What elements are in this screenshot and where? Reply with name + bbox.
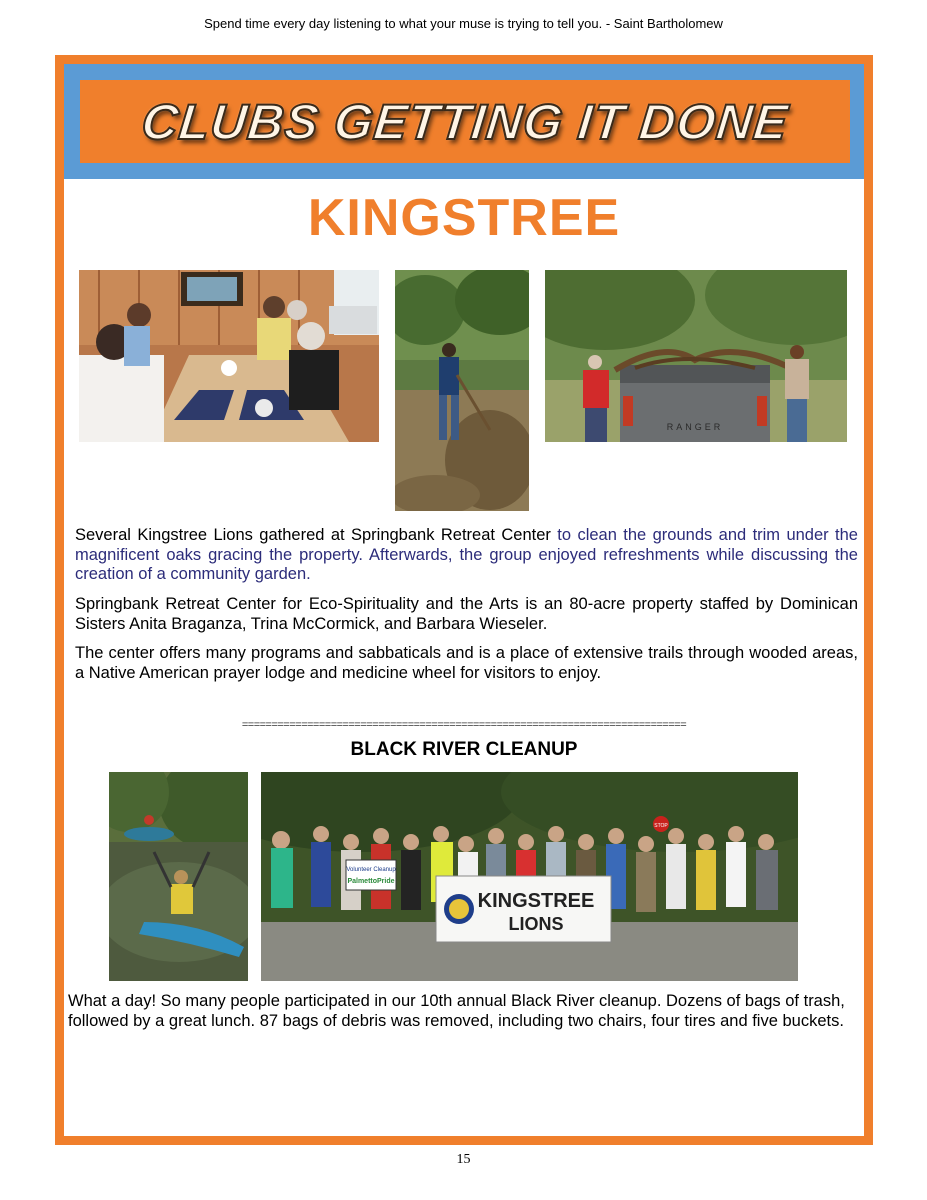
volunteer-sign-text: Volunteer Cleanup: [346, 867, 396, 873]
para1-text-a: Several Kingstree Lions gathered at Springbank Retreat Center: [75, 526, 558, 544]
kingstree-paragraph-2: Springbank Retreat Center for Eco-Spirituality and the Arts is an 80-acre property staffed by Dominican Sisters Anita Braganza, Trina McCormick, and Barbara Wieseler.: [75, 595, 858, 633]
para1-text-b: to clean the grounds and trim under the magnificent oaks gracing the property.: [75, 526, 858, 564]
photo-truck-branches: [545, 270, 847, 442]
header-quote: Spend time every day listening to what your muse is trying to tell you. - Saint Bartholomew: [204, 16, 723, 31]
banner: [64, 64, 864, 179]
black-river-heading: BLACK RIVER CLEANUP: [350, 739, 578, 760]
kingstree-paragraph-1: [75, 526, 858, 585]
lions-banner-line1: KINGSTREE: [477, 890, 595, 912]
section-divider: ===========================================================================: [241, 719, 687, 731]
banner-inner: [80, 80, 850, 163]
banner-title: CLUBS GETTING IT DONE: [139, 93, 791, 150]
para1-text-c: Afterwards, the group enjoyed refreshments while discussing the creation of a community garden.: [75, 545, 858, 583]
photo-group-black-river: [261, 772, 798, 981]
truck-label: RANGER: [666, 422, 724, 432]
black-river-paragraph: What a day! So many people participated in our 10th annual Black River cleanup. Dozens of bags of trash, followed by a great lunch. 87 bags of debris was removed, including two chairs, four tires and five buckets.: [68, 992, 845, 1030]
kingstree-heading: KINGSTREE: [307, 189, 621, 247]
photo-man-raking: [395, 270, 529, 511]
page-frame: [55, 55, 873, 1145]
lions-banner-line2: LIONS: [508, 914, 564, 934]
page-number: 15: [456, 1152, 471, 1167]
stop-sign-label: STOP: [654, 823, 668, 829]
volunteer-sign-brand: PalmettoPride: [347, 878, 395, 885]
photo-kayaker: [109, 772, 248, 981]
photo-dining-table: [79, 270, 379, 442]
kingstree-paragraph-3: The center offers many programs and sabbaticals and is a place of extensive trails through wooded areas, a Native American prayer lodge and medicine wheel for visitors to enjoy.: [75, 644, 858, 682]
